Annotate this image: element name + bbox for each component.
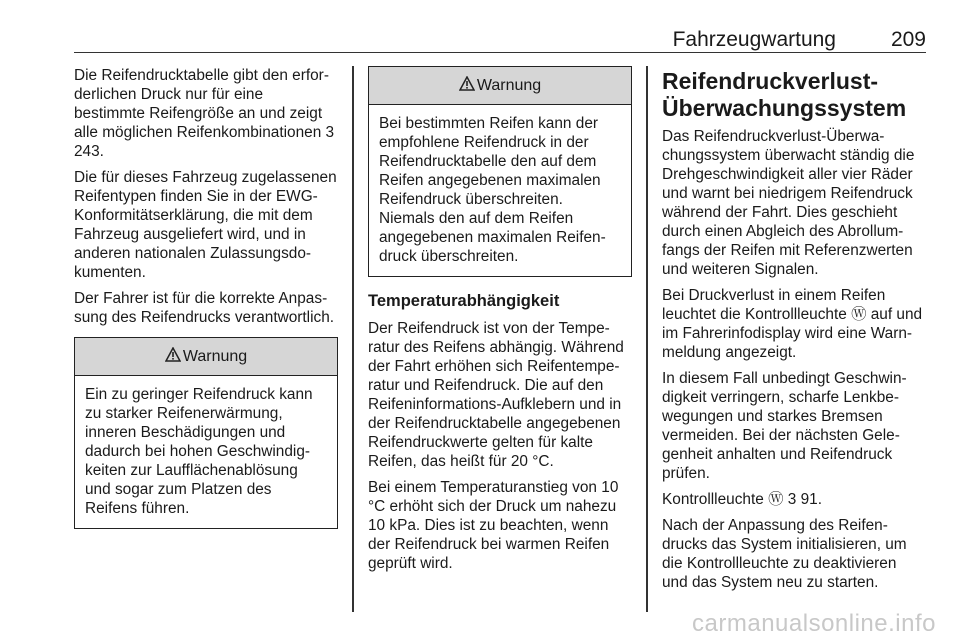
- paragraph: Das Reifendruckverlust-Überwachungssystem überwacht ständig die Drehgeschwindigkeit aller vier Räder und warnt bei niedrigem Reifendruck während der Fahrt. Dies geschieht durch einen Abgleich des Abrollumfangs der Reifen mit Referenzwerten und weiteren Signalen.: [662, 128, 915, 278]
- paragraph: Der Reifendruck ist von der Temperatur des Reifens abhängig. Während der Fahrt erhöhen sich Reifentemperatur und Reifendruck. Die auf den Reifeninformations-Aufklebern und in der Reifendrucktabelle angegebenen Reifendruckwerte gelten für kalte Reifen, das heißt für 20 °C.: [368, 320, 624, 470]
- warning-header: [75, 338, 337, 376]
- column-1: [74, 66, 338, 543]
- paragraph: Nach der Anpassung des Reifendrucks das System initialisieren, um die Kontrollleuchte zu deaktivieren und das System neu zu starten.: [662, 517, 907, 591]
- warning-text: Bei bestimmten Reifen kann der empfohlene Reifendruck in der Reifendrucktabelle den auf dem Reifen angegebenen maximalen Reifendruck überschreiten. Niemals den auf dem Reifen angegebenen maximalen Reifendruck überschreiten.: [379, 115, 606, 265]
- warning-header: [369, 67, 631, 105]
- watermark: carmanualsonline.info: [692, 610, 936, 637]
- paragraph: Kontrollleuchte Ⓦ 3 91.: [662, 491, 822, 508]
- section-heading: Temperaturabhängigkeit: [368, 292, 560, 310]
- paragraph: Bei Druckverlust in einem Reifen leuchtet die Kontrollleuchte Ⓦ auf und im Fahrerinfodisplay wird eine Warnmeldung angezeigt.: [662, 287, 923, 361]
- page-header: [74, 26, 926, 53]
- column-divider-1: [352, 66, 354, 612]
- page-number: 209: [890, 28, 926, 51]
- column-3: [662, 68, 926, 599]
- paragraph: Der Fahrer ist für die korrekte Anpassung des Reifendrucks verantwortlich.: [74, 290, 335, 326]
- warning-box: [74, 337, 338, 529]
- warning-box: [368, 66, 632, 277]
- warning-triangle-icon: [459, 76, 475, 96]
- warning-text: Ein zu geringer Reifendruck kann zu starker Reifenerwärmung, inneren Beschädigungen und dadurch bei hohen Geschwindigkeiten zur Laufflächenablösung und sogar zum Platzen des Reifens führen.: [85, 386, 313, 517]
- warning-title: Warnung: [476, 76, 542, 94]
- column-divider-2: [646, 66, 648, 612]
- paragraph: Die für dieses Fahrzeug zugelassenen Reifentypen finden Sie in der EWG-Konformitätserklärung, die mit dem Fahrzeug ausgeliefert wird, und in anderen nationalen Zulassungsdokumenten.: [74, 169, 337, 281]
- warning-title: Warnung: [182, 347, 248, 365]
- paragraph: Bei einem Temperaturanstieg von 10 °C erhöht sich der Druck um nahezu 10 kPa. Dies ist zu beachten, wenn der Reifendruck bei warmen Reifen geprüft wird.: [368, 479, 619, 572]
- paragraph: Die Reifendrucktabelle gibt den erforderlichen Druck nur für eine bestimmte Reifengröße an und zeigt alle möglichen Reifenkombinationen 3 243.: [74, 67, 335, 160]
- column-2: [368, 66, 632, 580]
- section-heading: Reifendruckverlust-Überwachungssystem: [662, 68, 907, 121]
- warning-triangle-icon: [165, 347, 181, 367]
- section-title: Fahrzeugwartung: [672, 28, 836, 51]
- paragraph: In diesem Fall unbedingt Geschwindigkeit verringern, scharfe Lenkbewegungen und starkes Bremsen vermeiden. Bei der nächsten Gelegenheit anhalten und Reifendruck prüfen.: [662, 370, 907, 482]
